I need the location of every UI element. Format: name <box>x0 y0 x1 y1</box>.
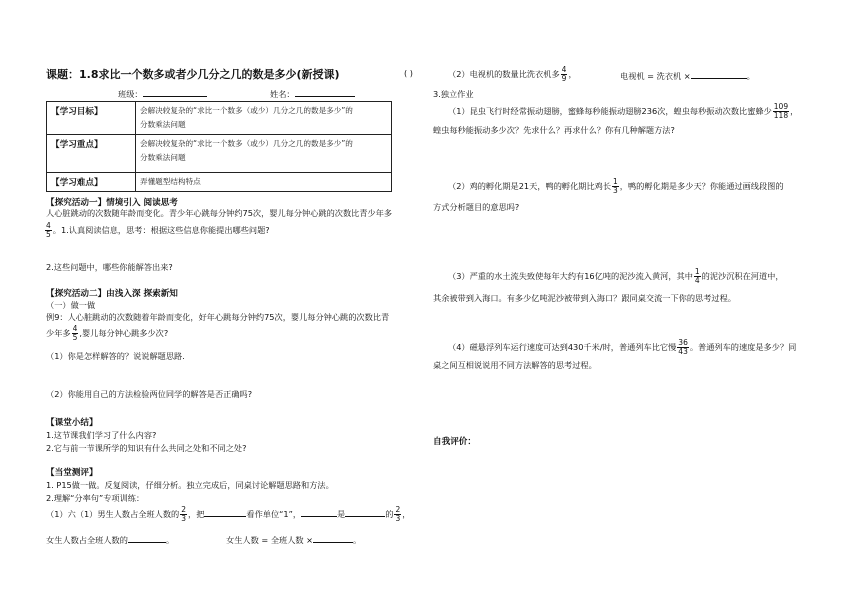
summary-question2: 2.它与前一节课所学的知识有什么共同之处和不同之处? <box>46 443 247 453</box>
fraction: $\frac{1}{3}$ <box>613 177 618 195</box>
homework-text: ，鸭的孵化期是多少天？你能通过画线段图的 <box>619 181 784 191</box>
activity1-text-line2 <box>44 222 270 239</box>
activity2-question2: （2）你能用自己的方法检验两位同学的解答是否正确吗? <box>46 389 253 399</box>
objective-line: 会解决较复杂的“求比一个数多（或少）几分之几的数是多少”的 <box>140 139 353 148</box>
self-evaluation-label: 自我评价： <box>433 437 476 447</box>
homework2-line2: 方式分析题目的意思吗? <box>433 202 520 212</box>
activity2-heading: 【探究活动二】由浅入深 探索新知 <box>46 289 178 299</box>
example-line1: 例9：人心脏跳动的次数随着年龄而变化，好年心跳每分钟约75次，婴儿每分钟心跳的次数比青 <box>46 312 390 322</box>
objective-line: 分数乘法问题 <box>140 120 186 129</box>
tv-question <box>448 66 577 83</box>
test-text: 的 <box>385 509 394 519</box>
page-title: 课题：1.8求比一个数多或者少几分之几的数是多少(新授课) <box>46 68 340 81</box>
blank-subject[interactable] <box>301 507 337 517</box>
homework-text: ， <box>790 106 799 116</box>
tv-text: 电视机 = 洗衣机 × <box>620 71 691 81</box>
example-line2 <box>46 325 168 342</box>
homework4-line2: 桌之间互相说说用不同方法解答的思考过程。 <box>433 360 597 370</box>
name-blank[interactable] <box>295 87 355 97</box>
homework2-line1 <box>448 178 784 195</box>
fraction: $\frac{4}{5}$ <box>72 324 78 342</box>
test-text: 。 <box>353 535 362 545</box>
homework-text: （2）鸡的孵化期是21天，鸭的孵化期比鸡长 <box>448 181 612 191</box>
objective-text: 弄懂题型结构特点 <box>136 173 392 192</box>
test-text: 是 <box>337 509 346 519</box>
activity1-question1: 。1.认真阅读信息，思考：根据这些信息你能提出哪些问题? <box>52 225 270 235</box>
activity1-question2: 2.这些问题中，哪些你能解答出来? <box>46 262 173 272</box>
test-text: （1）六（1）男生人数占全班人数的 <box>46 509 180 519</box>
homework-text: （1）昆虫飞行时经常振动翅膀，蜜蜂每秒能振动翅膀236次，蝗虫每秒振动次数比蜜蜂少 <box>448 106 772 116</box>
test-text: ，把 <box>188 509 205 519</box>
objective-label: 【学习目标】 <box>47 102 136 135</box>
objective-label: 【学习重点】 <box>47 135 136 173</box>
fraction: $\frac{4}{9}$ <box>561 65 567 83</box>
summary-heading: 【课堂小结】 <box>46 418 98 428</box>
objective-line: 分数乘法问题 <box>140 153 186 162</box>
activity2-question1: （1）你是怎样解答的？说说解题思路. <box>46 351 185 361</box>
tv-equation <box>620 69 755 82</box>
objective-line: 会解决较复杂的“求比一个数多（或少）几分之几的数是多少”的 <box>140 106 353 115</box>
title-paren: ( ) <box>404 68 413 78</box>
test-question1-equation <box>226 533 361 546</box>
class-field[interactable] <box>118 87 207 100</box>
tv-text: （2）电视机的数量比洗衣机多 <box>448 69 560 79</box>
test-item2: 2.理解“分率句”专项训练： <box>46 493 145 503</box>
blank-girls-equation[interactable] <box>313 533 353 543</box>
table-row <box>47 102 392 135</box>
homework-text: （3）严重的水土流失致使每年大约有16亿吨的泥沙流入黄河，其中 <box>448 271 693 281</box>
test-heading: 【当堂测评】 <box>46 468 98 478</box>
summary-question1: 1.这节课我们学习了什么内容? <box>46 430 157 440</box>
test-question1-line1 <box>46 506 410 523</box>
homework3-line2: 其余被带到入海口。有多少亿吨泥沙被带到入海口？跟同桌交流一下你的思考过程。 <box>433 293 736 303</box>
class-blank[interactable] <box>143 87 207 97</box>
test-text: 看作单位“1”， <box>246 509 302 519</box>
objectives-table <box>46 101 392 192</box>
activity1-heading: 【探究活动一】情境引入 阅读思考 <box>46 198 178 208</box>
objective-text <box>136 102 392 135</box>
tv-text: ， <box>568 69 577 79</box>
test-text: 女生人数占全班人数的 <box>46 535 128 545</box>
blank-tv-equation[interactable] <box>691 69 747 79</box>
fraction: $\frac{2}{3}$ <box>395 505 401 523</box>
homework-text: 的泥沙沉积在河道中， <box>701 271 784 281</box>
fraction: $\frac{36}{43}$ <box>678 338 688 356</box>
table-row <box>47 173 392 192</box>
blank-girls-fraction[interactable] <box>128 533 166 543</box>
name-label: 姓名： <box>270 89 295 99</box>
homework1-line2: 蝗虫每秒能振动多少次？先求什么？再求什么？你有几种解题方法? <box>433 125 675 135</box>
fraction: $\frac{2}{3}$ <box>181 505 187 523</box>
homework-heading: 3.独立作业 <box>433 89 474 99</box>
test-text: ， <box>402 509 411 519</box>
homework-text: （4）磁悬浮列车运行速度可达到430千米/时，普通列车比它慢 <box>448 342 677 352</box>
objective-label: 【学习难点】 <box>47 173 136 192</box>
name-field[interactable] <box>270 87 355 100</box>
blank-object[interactable] <box>345 507 385 517</box>
test-question1-line2 <box>46 533 174 546</box>
homework4-line1 <box>448 339 796 356</box>
activity2-sub: （一）做一做 <box>46 300 96 310</box>
homework1-line1 <box>448 103 798 120</box>
test-text: 女生人数 = 全班人数 × <box>226 535 314 545</box>
objective-text <box>136 135 392 173</box>
example-post: ,婴儿每分钟心跳多少次? <box>79 328 169 338</box>
tv-text: 。 <box>746 71 755 81</box>
class-label: 班级： <box>118 89 143 99</box>
fraction: $\frac{109}{118}$ <box>773 102 789 120</box>
homework-text: 。普通列车的速度是多少？同 <box>689 342 797 352</box>
activity1-text: 人心脏跳动的次数随年龄而变化。青少年心跳每分钟约75次，婴儿每分钟心跳的次数比青少年多 <box>46 208 393 218</box>
example-pre: 少年多 <box>46 328 71 338</box>
blank-unit-one[interactable] <box>204 507 246 517</box>
table-row <box>47 135 392 173</box>
test-item1: 1. P15做一做。反复阅读，仔细分析。独立完成后，同桌讨论解题思路和方法。 <box>46 480 334 490</box>
test-text: 。 <box>165 535 175 545</box>
fraction: $\frac{4}{5}$ <box>46 221 51 239</box>
homework3-line1 <box>448 268 784 285</box>
fraction: $\frac{1}{4}$ <box>694 267 700 285</box>
